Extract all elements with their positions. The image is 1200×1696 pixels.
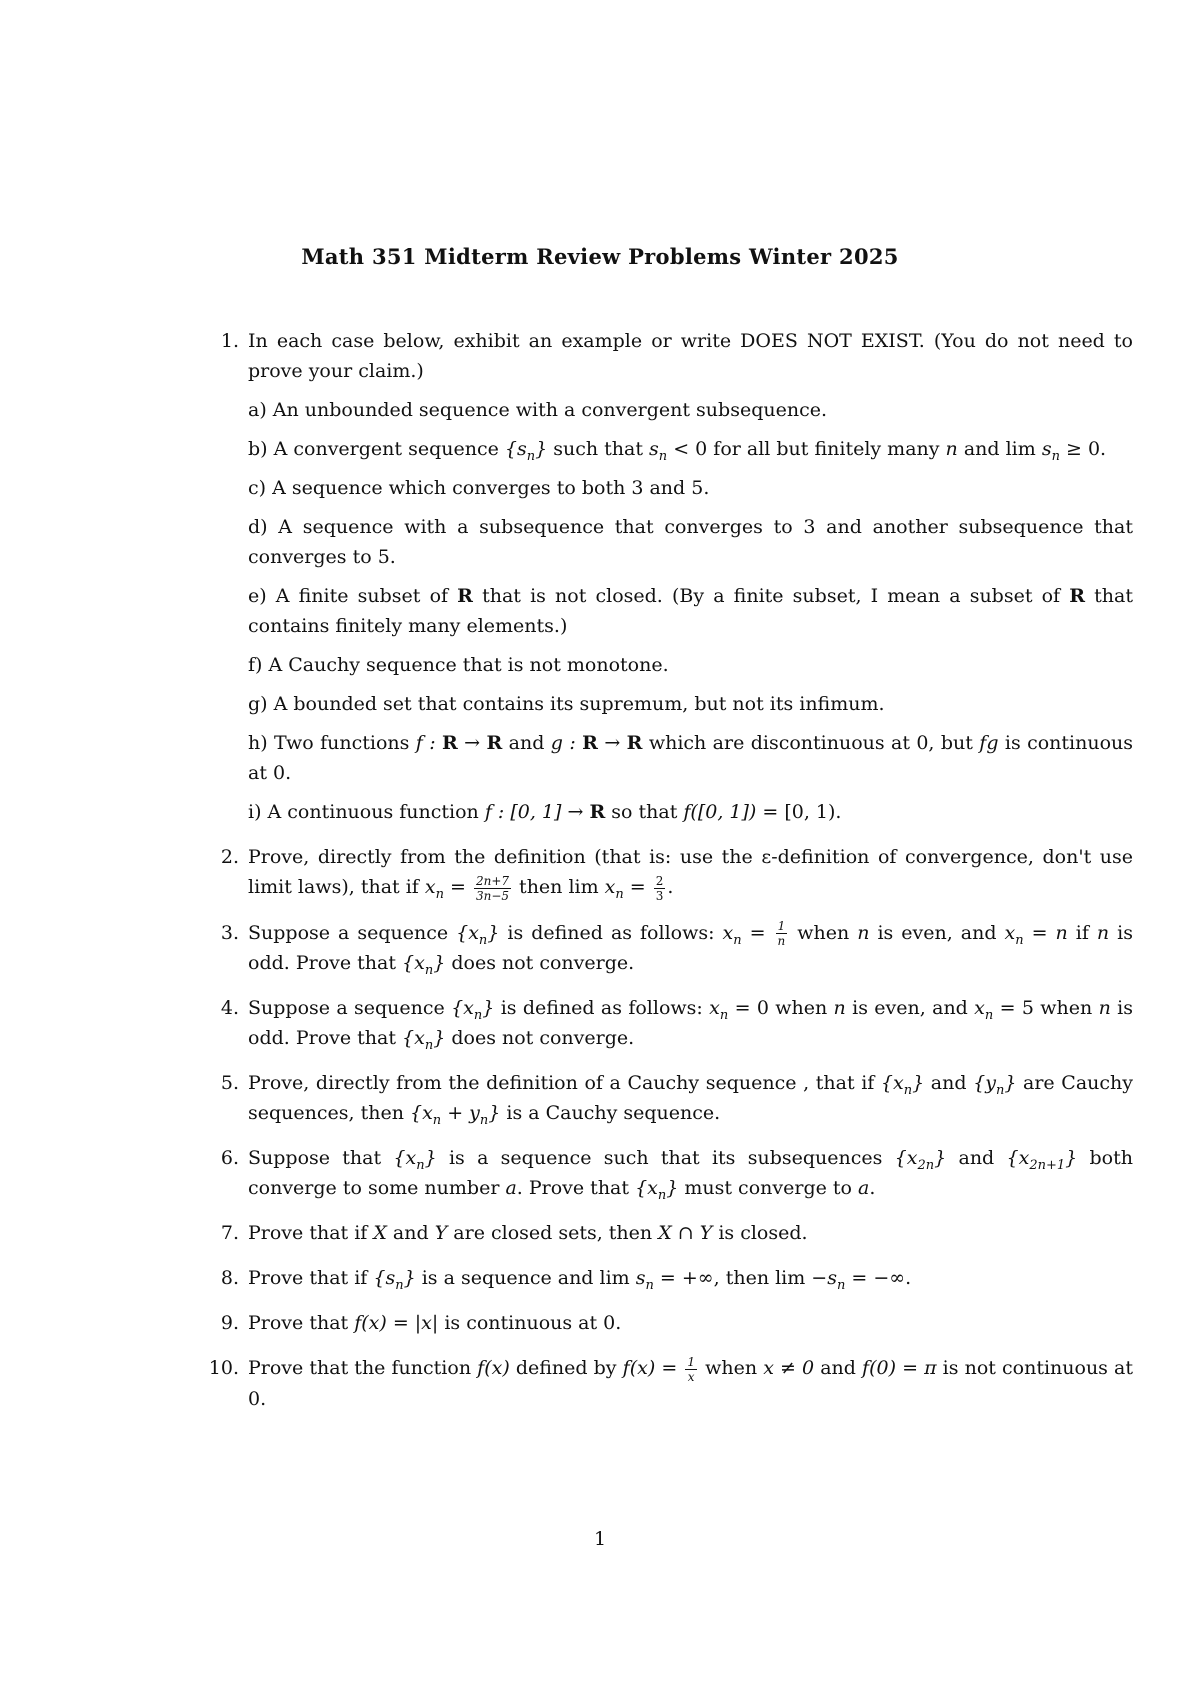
problem-list [205, 326, 1133, 1414]
problem-6 [205, 1143, 1133, 1203]
subpart-e: e) A finite subset of R that is not closed. (By a finite subset, I mean a subset of R that contains finitely many elements.) [248, 585, 1133, 637]
subpart-list [248, 395, 1133, 827]
problem-4 [205, 993, 1133, 1053]
problem-number: 8. [220, 1267, 239, 1289]
subpart-i: i) A continuous function f : [0, 1] → R so that f([0, 1]) = [0, 1). [248, 801, 842, 823]
problem-text: Prove that the function f(x) defined by f(x) = $\frac{1}{x}$ when x ≠ 0 and f(0) = π is not continuous at 0. [248, 1354, 1133, 1410]
problem-text: Prove that if X and Y are closed sets, then X ∩ Y is closed. [248, 1222, 808, 1244]
problem-number: 4. [220, 997, 239, 1019]
problem-number: 6. [220, 1147, 239, 1169]
subpart-d: d) A sequence with a subsequence that converges to 3 and another subsequence that converges to 5. [248, 516, 1133, 568]
subpart-b: b) A convergent sequence $\{s_n\}$ such that $s_n < 0$ for all but finitely many n and $\lim s_n \ge 0$. [248, 438, 1107, 464]
problem-text: Prove that if $\{s_n\}$ is a sequence and $\lim s_n$ = +∞, then $\lim -s_n$ = −∞. [248, 1267, 912, 1293]
problem-10 [205, 1353, 1133, 1414]
fraction: $\frac{1}{x}$ [687, 1354, 695, 1384]
page-number: 1 [593, 1528, 607, 1550]
problem-text: Suppose that $\{x_n\}$ is a sequence such that its subsequences $\{x_{2n}\}$ and $\{x_{2n+1}\}$ both converge to some number a. Prove that $\{x_n\}$ must converge to a. [248, 1147, 1133, 1203]
problem-text: Suppose a sequence $\{x_n\}$ is defined as follows: $x_n = 0$ when n is even, and $x_n = 5$ when n is odd. Prove that $\{x_n\}$ does not converge. [248, 997, 1133, 1053]
problem-5 [205, 1068, 1133, 1128]
subpart-g: g) A bounded set that contains its supremum, but not its infimum. [248, 693, 885, 715]
problem-number: 1. [220, 330, 239, 352]
problem-text: Prove, directly from the definition of a Cauchy sequence , that if $\{x_n\}$ and $\{y_n\}$ are Cauchy sequences, then $\{x_n + y_n\}$ is a Cauchy sequence. [248, 1072, 1133, 1128]
problem-2 [205, 842, 1133, 903]
fraction: $\frac{2}{3}$ [655, 873, 664, 903]
problem-text: Suppose a sequence $\{x_n\}$ is defined as follows: $x_n$ = $\frac{1}{n}$ when n is even, and $x_n = n$ if n is odd. Prove that $\{x_n\}$ does not converge. [248, 919, 1133, 978]
problem-text: Prove that f(x) = |x| is continuous at 0. [248, 1312, 622, 1334]
problem-text: Prove, directly from the definition (that is: use the ε-definition of convergence, don't use limit laws), that if $x_n$ = $\frac{2n+7}{3n-5}$ then $\lim x_n$ = $\frac{2}{3}$ . [248, 846, 1133, 903]
problem-number: 3. [220, 921, 239, 944]
problem-text: In each case below, exhibit an example or write DOES NOT EXIST. (You do not need to prove your claim.) [248, 330, 1133, 382]
subpart-c: c) A sequence which converges to both 3 and 5. [248, 477, 710, 499]
fraction: $\frac{1}{n}$ [777, 919, 786, 948]
subpart-h: h) Two functions f : R → R and g : R → R which are discontinuous at 0, but fg is continuous at 0. [248, 732, 1134, 784]
problem-number: 7. [220, 1222, 239, 1244]
fraction: $\frac{2n+7}{3n-5}$ [475, 873, 510, 903]
problem-number: 5. [220, 1072, 239, 1094]
problem-1 [205, 326, 1133, 827]
problem-9 [205, 1308, 1133, 1338]
subpart-a: a) An unbounded sequence with a convergent subsequence. [248, 399, 827, 421]
problem-number: 2. [220, 846, 239, 868]
subpart-f: f) A Cauchy sequence that is not monotone. [248, 654, 669, 676]
document-title: Math 351 Midterm Review Problems Winter 2025 [301, 244, 899, 269]
problem-number: 10. [208, 1357, 239, 1379]
problem-3 [205, 918, 1133, 979]
problem-7 [205, 1218, 1133, 1248]
problem-8 [205, 1263, 1133, 1293]
problem-number: 9. [220, 1312, 239, 1334]
